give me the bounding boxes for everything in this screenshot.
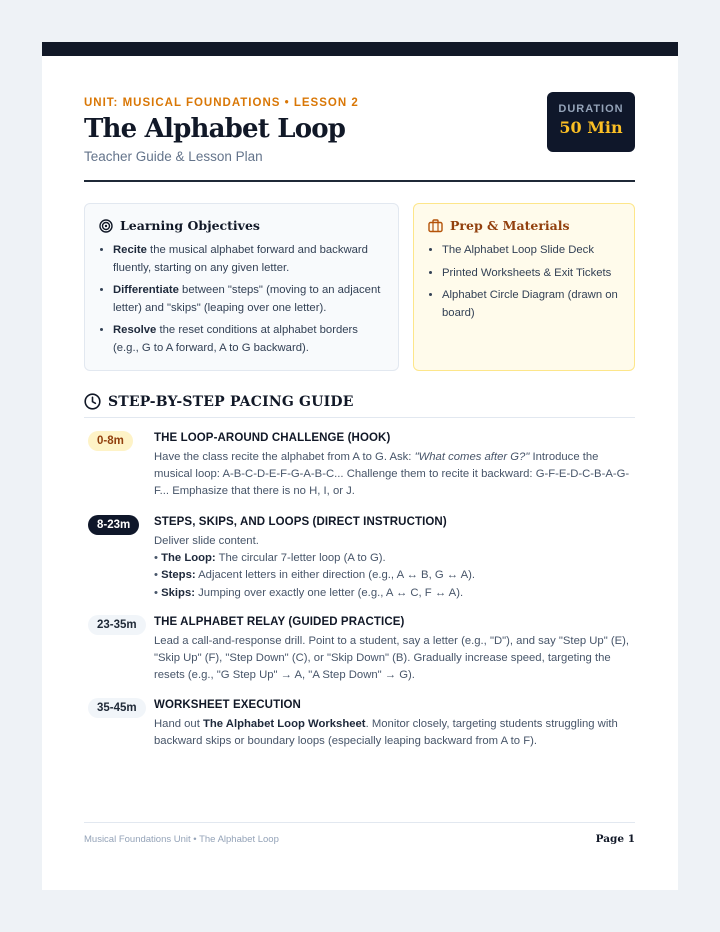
step-description <box>154 449 635 501</box>
objective-item <box>113 242 386 277</box>
step-title: THE LOOP-AROUND CHALLENGE (HOOK) <box>154 432 391 444</box>
time-badge: 0-8m <box>88 431 133 451</box>
step-text-part: . Monitor closely, targeting students struggling with backward skips or boundary loops (especially leaping backward from A to F). <box>154 718 618 748</box>
objective-text: the reset conditions at alphabet borders (e.g., G to A forward, A to G backward). <box>113 324 358 354</box>
step-text-part: Have the class recite the alphabet from A to G. Ask: <box>154 451 415 463</box>
bullet-lead: Skips: <box>161 586 195 599</box>
step-quote: "What comes after G?" <box>414 451 530 463</box>
prep-item: • Alphabet Circle Diagram (drawn on board) <box>442 287 622 322</box>
objective-text: between "steps" (moving to an adjacent letter) and "skips" (leaping over one letter). <box>113 284 381 314</box>
pacing-divider <box>84 417 635 418</box>
unit-eyebrow: UNIT: MUSICAL FOUNDATIONS • LESSON 2 <box>84 97 359 109</box>
duration-value: 50 Min <box>559 118 623 137</box>
top-bar <box>42 42 678 56</box>
objectives-title: Learning Objectives <box>120 218 260 233</box>
step-description <box>154 716 635 750</box>
page-number: Page 1 <box>595 833 635 845</box>
bullet-text: Jumping over exactly one letter (e.g., A ↔ C, F ↔ A). <box>195 586 464 599</box>
step-title: WORKSHEET EXECUTION <box>154 699 301 711</box>
step-bullet: • Steps: Adjacent letters in either direction (e.g., A ↔ B, G ↔ A). <box>154 569 476 582</box>
bullet-text: The circular 7-letter loop (A to G). <box>215 552 386 565</box>
step-title: THE ALPHABET RELAY (GUIDED PRACTICE) <box>154 616 405 628</box>
footer-divider <box>84 822 635 823</box>
duration-label: DURATION <box>558 103 624 115</box>
bullet-lead: The Loop: <box>161 552 216 565</box>
prep-title: Prep & Materials <box>450 218 570 233</box>
duration-badge <box>547 92 635 152</box>
time-badge: 23-35m <box>88 615 146 635</box>
learning-objectives-card <box>84 203 399 371</box>
objective-lead: Differentiate <box>113 284 179 296</box>
step-bullet: • The Loop: The circular 7-letter loop (A to G). <box>154 552 386 565</box>
time-badge: 8-23m <box>88 515 139 535</box>
time-badge: 35-45m <box>88 698 146 718</box>
target-icon <box>99 219 113 233</box>
pacing-title: STEP-BY-STEP PACING GUIDE <box>108 393 354 410</box>
objective-item <box>113 322 386 357</box>
lesson-page <box>42 42 678 890</box>
footer-caption: Musical Foundations Unit • The Alphabet Loop <box>84 834 279 845</box>
step-text-part: Hand out <box>154 718 203 730</box>
prep-item: • The Alphabet Loop Slide Deck <box>442 242 622 260</box>
objectives-list <box>113 242 386 362</box>
briefcase-icon <box>428 219 443 233</box>
page-title: The Alphabet Loop <box>84 114 346 144</box>
step-text-part: Introduce the musical loop: A-B-C-D-E-F-G-A-B-C... Challenge them to recite it backward: G-F-E-D-C-B-A-G-F... Emphasize that there is no H, I, or J. <box>154 451 630 498</box>
step-bold: The Alphabet Loop Worksheet <box>203 718 366 730</box>
prep-heading <box>428 218 570 233</box>
step-description <box>154 533 635 602</box>
objective-item <box>113 282 386 317</box>
step-content <box>154 615 635 685</box>
prep-materials-card <box>413 203 635 371</box>
page-subtitle: Teacher Guide & Lesson Plan <box>84 149 263 164</box>
step-content <box>154 698 635 750</box>
prep-list <box>442 242 622 327</box>
objectives-heading <box>99 218 260 233</box>
pacing-heading <box>84 393 354 410</box>
step-bullet: • Skips: Jumping over exactly one letter (e.g., A ↔ C, F ↔ A). <box>154 586 464 599</box>
step-content <box>154 515 635 602</box>
step-description: Lead a call-and-response drill. Point to a student, say a letter (e.g., "D"), and say "Step Up" (E), "Skip Up" (F), "Step Down" (C), or "Skip Down" (B). Gradually increase speed, targeting the resets (e.g., "G Step Up" → A, "A Step Down" → G). <box>154 635 630 682</box>
step-title: STEPS, SKIPS, AND LOOPS (DIRECT INSTRUCTION) <box>154 516 447 528</box>
bullet-text: Adjacent letters in either direction (e.g., A ↔ B, G ↔ A). <box>195 569 476 582</box>
objective-lead: Resolve <box>113 324 157 336</box>
header-divider <box>84 180 635 182</box>
objective-lead: Recite <box>113 244 147 256</box>
step-intro: Deliver slide content. <box>154 535 259 547</box>
clock-icon <box>84 393 101 410</box>
prep-item: • Printed Worksheets & Exit Tickets <box>442 265 622 283</box>
objective-text: the musical alphabet forward and backward fluently, starting on any given letter. <box>113 244 368 274</box>
step-content <box>154 431 635 501</box>
bullet-lead: Steps: <box>161 569 196 582</box>
